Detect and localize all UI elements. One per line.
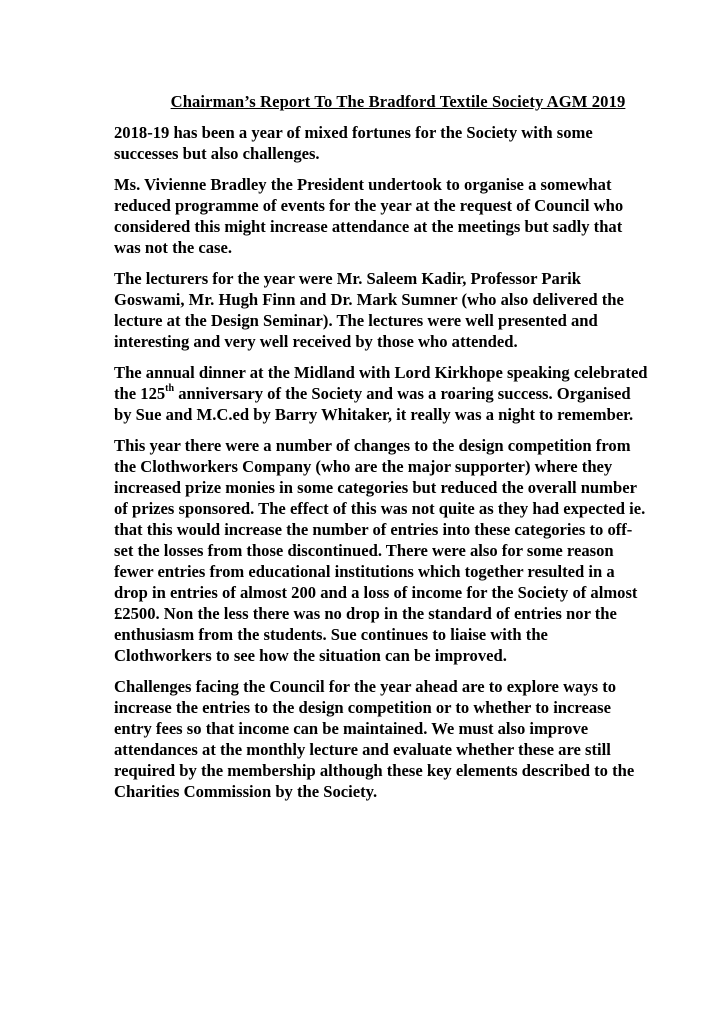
text-line: increased prize monies in some categories but reduced the overall number — [114, 478, 637, 497]
paragraph-lecturers — [114, 268, 666, 352]
text-line: the Clothworkers Company (who are the major supporter) where they — [114, 457, 613, 476]
text-line: set the losses from those discontinued. There were also for some reason — [114, 541, 614, 560]
text-line: entry fees so that income can be maintained. We must also improve — [114, 719, 589, 738]
text-line: Challenges facing the Council for the year ahead are to explore ways to — [114, 677, 617, 696]
text-fragment: anniversary of the Society and was a roaring success. Organised — [174, 384, 631, 403]
text-line: reduced programme of events for the year at the request of Council who — [114, 196, 624, 215]
text-line: of prizes sponsored. The effect of this was not quite as they had expected ie. — [114, 499, 646, 518]
paragraph-annual-dinner — [114, 362, 666, 425]
paragraph-president — [114, 174, 666, 258]
text-fragment: the 125 — [114, 384, 166, 403]
text-line: Goswami, Mr. Hugh Finn and Dr. Mark Sumner (who also delivered the — [114, 290, 624, 309]
text-line: attendances at the monthly lecture and evaluate whether these are still — [114, 740, 611, 759]
text-line: drop in entries of almost 200 and a loss of income for the Society of almost — [114, 583, 638, 602]
superscript: th — [165, 383, 175, 395]
text-line: that this would increase the number of entries into these categories to off- — [114, 520, 633, 539]
text-line: was not the case. — [114, 238, 232, 257]
text-line: This year there were a number of changes to the design competition from — [114, 436, 631, 455]
text-line: Charities Commission by the Society. — [114, 782, 378, 801]
text-line: considered this might increase attendance at the meetings but sadly that — [114, 217, 623, 236]
paragraph-design-competition — [114, 435, 666, 666]
text-line: successes but also challenges. — [114, 144, 320, 163]
text-line: by Sue and M.C.ed by Barry Whitaker, it really was a night to remember. — [114, 405, 634, 424]
text-line: fewer entries from educational institutions which together resulted in a — [114, 562, 615, 581]
text-line: required by the membership although these key elements described to the — [114, 761, 635, 780]
report-title: Chairman’s Report To The Bradford Textile Society AGM 2019 — [170, 92, 626, 111]
paragraph-intro — [114, 122, 666, 164]
text-line: Clothworkers to see how the situation can be improved. — [114, 646, 507, 665]
text-line: increase the entries to the design competition or to whether to increase — [114, 698, 611, 717]
text-line: £2500. Non the less there was no drop in the standard of entries nor the — [114, 604, 617, 623]
paragraph-challenges — [114, 676, 666, 802]
text-line: Ms. Vivienne Bradley the President undertook to organise a somewhat — [114, 175, 612, 194]
text-line: interesting and very well received by those who attended. — [114, 332, 518, 351]
text-line: lecture at the Design Seminar). The lectures were well presented and — [114, 311, 598, 330]
document-body — [114, 91, 666, 812]
text-line: The annual dinner at the Midland with Lord Kirkhope speaking celebrated — [114, 363, 648, 382]
text-line: enthusiasm from the students. Sue continues to liaise with the — [114, 625, 548, 644]
text-line — [114, 383, 666, 404]
text-line: The lecturers for the year were Mr. Saleem Kadir, Professor Parik — [114, 269, 581, 288]
text-line: 2018-19 has been a year of mixed fortunes for the Society with some — [114, 123, 593, 142]
